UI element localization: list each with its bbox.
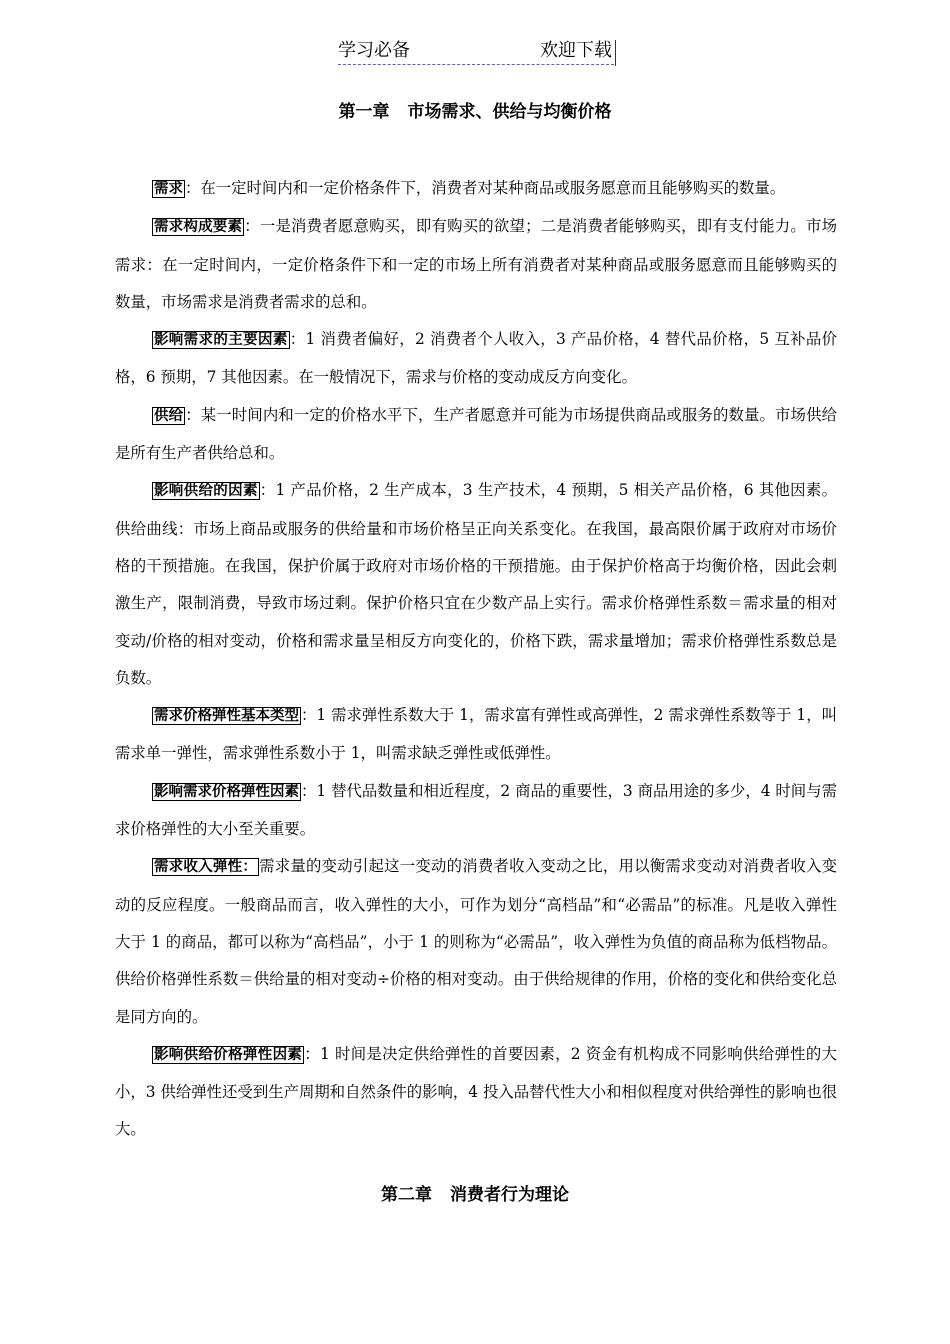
paragraph: 影响需求价格弹性因素 ：1 替代品数量和相近程度，2 商品的重要性，3 商品用途的多少，4 时间与需求价格弹性的大小至关重要。 (115, 781, 837, 839)
paragraph: 需求构成要素 ：一是消费者愿意购买，即有购买的欲望；二是消费者能够购买，即有支付能力。市场需求：在一定时间内，一定价格条件下和一定的市场上所有消费者对某种商品或服务愿意而且能够购买的数量，市场需求是消费者需求的总和。 (115, 217, 837, 311)
term-box: 需求构成要素 (153, 219, 243, 236)
paragraph-text: 1 消费者偏好，2 消费者个人收入，3 产品价格，4 替代品价格，5 互补品价格，6 预期，7 其他因素。在一般情况下，需求与价格的变动成反方向变化。 (115, 330, 837, 387)
paragraph-text: 需求量的变动引起这一变动的消费者收入变动之比，用以衡需求变动对消费者收入变动的反应程度。一般商品而言，收入弹性的大小，可作为划分“高档品”和“必需品”的标准。凡是收入弹性大于 1 的商品，都可以称为“高档品”，小于 1 的则称为“必需品”，收入弹性为负值的商品称为低档物品。供给价格弹性系数＝供给量的相对变动÷价格的相对变动。由于供给规律的作用，价格的变化和供给变化总是同方向的。 (115, 857, 837, 1026)
paragraph: 影响供给的因素 ：1 产品价格，2 生产成本，3 生产技术，4 预期，5 相关产品价格，6 其他因素。供给曲线：市场上商品或服务的供给量和市场价格呈正向关系变化。在我国，最高限价属于政府对市场价格的干预措施。在我国，保护价属于政府对市场价格的干预措施。由于保护价格高于均衡价格，因此会刺激生产，限制消费，导致市场过剩。保护价格只宜在少数产品上实行。需求价格弹性系数＝需求量的相对变动/价格的相对变动，价格和需求量呈相反方向变化的，价格下跌，需求量增加；需求价格弹性系数总是负数。 (115, 481, 838, 687)
chapter-1-number: 第一章 (338, 102, 390, 122)
header-marker (615, 40, 616, 66)
term-box: 需求收入弹性： (153, 859, 258, 876)
chapter-2-title (0, 1180, 950, 1205)
chapter-2-number: 第二章 (381, 1185, 432, 1205)
page-header (338, 40, 614, 65)
chapter-1-title (0, 97, 950, 122)
paragraph: 供给 ：某一时间内和一定的价格水平下，生产者愿意并可能为市场提供商品或服务的数量。市场供给是所有生产者供给总和。 (115, 405, 837, 463)
term-box: 影响需求的主要因素 (153, 332, 288, 349)
term-box: 影响供给的因素 (153, 483, 258, 500)
term-box: 供给 (153, 407, 184, 424)
term-box: 影响需求价格弹性因素 (153, 783, 299, 800)
paragraph-text: 在一定时间内和一定价格条件下，消费者对某种商品或服务愿意而且能够购买的数量。 (200, 179, 786, 197)
paragraph-text: 1 时间是决定供给弹性的首要因素，2 资金有机构成不同影响供给弹性的大小，3 供给弹性还受到生产周期和自然条件的影响，4 投入品替代性大小和相似程度对供给弹性的影响也很大。 (115, 1044, 837, 1139)
paragraph (115, 848, 837, 1035)
chapter-1-body (115, 170, 837, 1149)
paragraph-text: 1 产品价格，2 生产成本，3 生产技术，4 预期，5 相关产品价格，6 其他因素。供给曲线：市场上商品或服务的供给量和市场价格呈正向关系变化。在我国，最高限价属于政府对市场价格的干预措施。在我国，保护价属于政府对市场价格的干预措施。由于保护价格高于均衡价格，因此会刺激生产，限制消费，导致市场过剩。保护价格只宜在少数产品上实行。需求价格弹性系数＝需求量的相对变动/价格的相对变动，价格和需求量呈相反方向变化的，价格下跌，需求量增加；需求价格弹性系数总是负数。 (115, 481, 838, 687)
chapter-2-name: 消费者行为理论 (450, 1185, 569, 1205)
paragraph-text: 一是消费者愿意购买，即有购买的欲望；二是消费者能够购买，即有支付能力。市场需求：在一定时间内，一定价格条件下和一定的市场上所有消费者对某种商品或服务愿意而且能够购买的数量，市场需求是消费者需求的总和。 (115, 217, 837, 311)
chapter-1-name: 市场需求、供给与均衡价格 (407, 102, 612, 122)
paragraph-text: 某一时间内和一定的价格水平下，生产者愿意并可能为市场提供商品或服务的数量。市场供给是所有生产者供给总和。 (115, 405, 837, 463)
paragraph: 影响需求的主要因素 ：1 消费者偏好，2 消费者个人收入，3 产品价格，4 替代品价格，5 互补品价格，6 预期，7 其他因素。在一般情况下，需求与价格的变动成反方向变化。 (115, 330, 837, 387)
header-right-text: 欢迎下载 (540, 40, 612, 61)
paragraph: 需求价格弹性基本类型 ：1 需求弹性系数大于 1，需求富有弹性或高弹性，2 需求弹性系数等于 1，叫需求单一弹性，需求弹性系数小于 1，叫需求缺乏弹性或低弹性。 (115, 706, 837, 763)
paragraph-text: 1 替代品数量和相近程度，2 商品的重要性，3 商品用途的多少，4 时间与需求价格弹性的大小至关重要。 (115, 781, 837, 839)
paragraph-text: 1 需求弹性系数大于 1，需求富有弹性或高弹性，2 需求弹性系数等于 1，叫需求单一弹性，需求弹性系数小于 1，叫需求缺乏弹性或低弹性。 (115, 706, 837, 763)
paragraph: 影响供给价格弹性因素 ：1 时间是决定供给弹性的首要因素，2 资金有机构成不同影响供给弹性的大小，3 供给弹性还受到生产周期和自然条件的影响，4 投入品替代性大小和相似程度对供给弹性的影响也很大。 (115, 1044, 837, 1139)
header-left-text: 学习必备 (338, 40, 410, 61)
term-box: 需求 (153, 181, 183, 197)
term-box: 影响供给价格弹性因素 (153, 1046, 303, 1063)
paragraph: 需求 ：在一定时间内和一定价格条件下，消费者对某种商品或服务愿意而且能够购买的数量。 (153, 179, 786, 197)
term-box: 需求价格弹性基本类型 (153, 708, 299, 725)
